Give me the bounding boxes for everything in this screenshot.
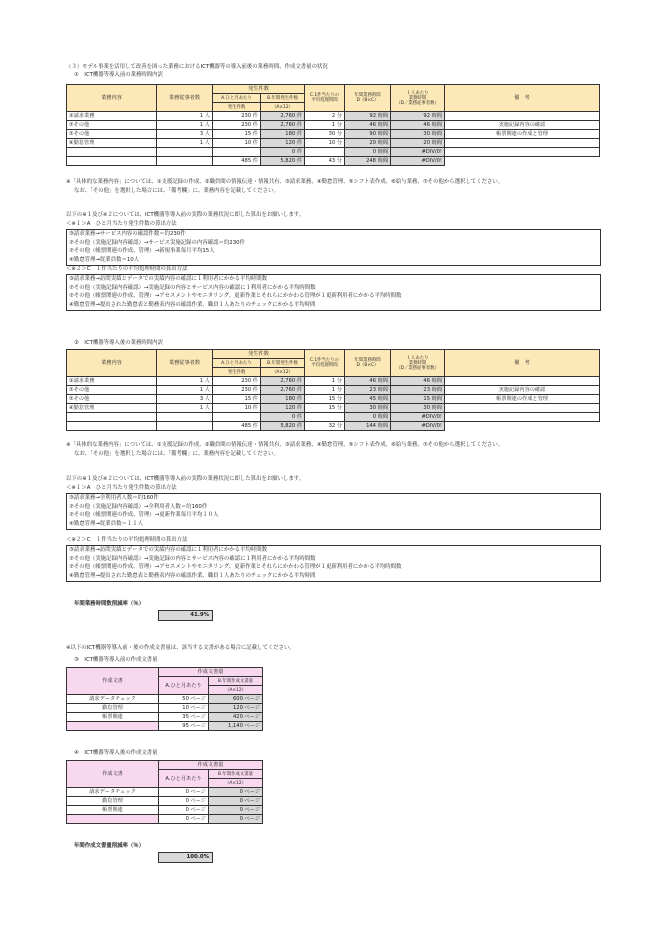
method-line: ⑦その他（実施記録内容確認）→サービス実施記録の内容確認＝約230件 bbox=[69, 239, 245, 246]
sec1-intro: 以下の※１及び※２については、ICT機器等導入前の実際の業務状況に即した算出をお願いします。 bbox=[66, 212, 305, 218]
staff-cell: 1 人 bbox=[157, 139, 213, 148]
total-row bbox=[67, 815, 263, 824]
annual-count-cell: 120 件 bbox=[261, 404, 305, 413]
sec2-m1-title: ＜※１＞A ひと月当たり発生件数の算出方法 bbox=[66, 485, 177, 491]
monthly-count-cell: 230 件 bbox=[213, 377, 261, 386]
total-avg: 43 分 bbox=[305, 157, 345, 166]
staff-cell bbox=[157, 413, 213, 422]
total-annual: 5,820 件 bbox=[261, 157, 305, 166]
h-a1: A.ひと月あたり bbox=[213, 94, 261, 103]
doc-cell: 請求データチェック bbox=[67, 695, 159, 704]
h-e: １人あたり 業務時間 （D／業務従事者数） bbox=[391, 85, 445, 112]
annual-count-cell: 0 件 bbox=[261, 148, 305, 157]
h2-c: C.1件当たりの 平均処理時間 bbox=[305, 350, 345, 377]
total-blank bbox=[67, 422, 157, 431]
total-blank bbox=[67, 157, 157, 166]
method-line: ⑦その他（帳票関連の作成、管理）→新規事業毎月平均15人 bbox=[69, 248, 215, 254]
annual-count-cell: 180 件 bbox=[261, 395, 305, 404]
h3-b2: （A×12） bbox=[209, 686, 263, 695]
annual-hours-cell: 0 時間 bbox=[345, 148, 391, 157]
sec4-table bbox=[66, 760, 263, 824]
doc-note: ※以下のICT機器等導入前・後の作成文書量は、該当する文書がある場合に記載してください。 bbox=[66, 645, 295, 651]
monthly-pages-cell: 0 ページ bbox=[159, 797, 209, 806]
annual-hours-cell: 46 時間 bbox=[345, 377, 391, 386]
h3-vol: 作成文書量 bbox=[159, 668, 263, 677]
monthly-count-cell: 15 件 bbox=[213, 130, 261, 139]
table-row bbox=[67, 704, 263, 713]
avg-time-cell: 2 分 bbox=[305, 112, 345, 121]
task-cell bbox=[67, 413, 157, 422]
avg-time-cell: 10 分 bbox=[305, 139, 345, 148]
doc-cell: 勤怠管理 bbox=[67, 797, 159, 806]
sec4-title: ④ ICT機器等導入後の作成文書量 bbox=[74, 750, 158, 756]
h2-a1: A.ひと月あたり bbox=[213, 359, 261, 368]
staff-cell: 1 人 bbox=[157, 377, 213, 386]
avg-time-cell: 1 分 bbox=[305, 386, 345, 395]
note-cell: 実施記録内容の確認 bbox=[445, 386, 600, 395]
h2-b1: B.年間発生件数 bbox=[261, 359, 305, 368]
annual-count-cell: 0 件 bbox=[261, 413, 305, 422]
sec2-table bbox=[66, 349, 600, 431]
method-line: ④勤怠管理→提出された勤怠表と勤務表内容の確認作業、職員１人あたりのチェックにかかる平均時間 bbox=[69, 301, 316, 308]
avg-time-cell: 15 分 bbox=[305, 395, 345, 404]
per-person-cell: 30 時間 bbox=[391, 130, 445, 139]
sec2-m2-box bbox=[66, 545, 601, 582]
staff-cell bbox=[157, 148, 213, 157]
task-cell: ⑦その他 bbox=[67, 395, 157, 404]
task-cell bbox=[67, 148, 157, 157]
monthly-pages-cell: 0 ページ bbox=[159, 806, 209, 815]
h-a2: 発生件数 bbox=[213, 103, 261, 112]
table-row bbox=[67, 386, 600, 395]
total-blank bbox=[157, 157, 213, 166]
method-line: ③請求業務→全利用者人数＝約160件 bbox=[69, 495, 159, 501]
total-annual-pages: 0 ページ bbox=[209, 815, 263, 824]
annual-pages-cell: 120 ページ bbox=[209, 704, 263, 713]
annual-hours-cell: 90 時間 bbox=[345, 130, 391, 139]
monthly-count-cell bbox=[213, 413, 261, 422]
total-row bbox=[67, 422, 600, 431]
method-line: ⑦その他（帳票関連の作成、管理）→更新作業毎月平均１０人 bbox=[69, 512, 219, 518]
note-cell bbox=[445, 148, 600, 157]
h2-b2: （A×12） bbox=[261, 368, 305, 377]
annual-hours-cell: 92 時間 bbox=[345, 112, 391, 121]
per-person-cell: 20 時間 bbox=[391, 139, 445, 148]
avg-time-cell: 1 分 bbox=[305, 377, 345, 386]
task-cell: ④勤怠管理 bbox=[67, 404, 157, 413]
task-cell: ③請求業務 bbox=[67, 112, 157, 121]
sec3-table bbox=[66, 667, 263, 731]
annual-hours-cell: 0 時間 bbox=[345, 413, 391, 422]
h2-note: 備 考 bbox=[445, 350, 600, 377]
h-b2: （A×12） bbox=[261, 103, 305, 112]
h-staff: 業務従事者数 bbox=[157, 85, 213, 112]
sec3-title: ③ ICT機器等導入前の作成文書量 bbox=[74, 657, 158, 663]
sec1-m1-box bbox=[66, 229, 601, 266]
total-monthly-pages: 0 ページ bbox=[159, 815, 209, 824]
table-row bbox=[67, 377, 600, 386]
h4-a: A.ひと月あたり bbox=[159, 770, 209, 788]
per-person-cell: 23 時間 bbox=[391, 386, 445, 395]
per-person-cell: 30 時間 bbox=[391, 404, 445, 413]
table-row bbox=[67, 404, 600, 413]
h2-a2: 発生件数 bbox=[213, 368, 261, 377]
table-row bbox=[67, 695, 263, 704]
task-cell: ③請求業務 bbox=[67, 377, 157, 386]
footnote-4: なお、「その他」を選択した場合には、「備考欄」に、業務内容を記載してください。 bbox=[74, 451, 279, 457]
monthly-count-cell: 10 件 bbox=[213, 139, 261, 148]
h3-doc: 作成文書 bbox=[67, 668, 159, 695]
table-row bbox=[67, 413, 600, 422]
h2-e: １人あたり 業務時間 （D／業務従事者数） bbox=[391, 350, 445, 377]
avg-time-cell: 15 分 bbox=[305, 404, 345, 413]
total-annual: 5,820 件 bbox=[261, 422, 305, 431]
doc-cell: 帳票関連 bbox=[67, 806, 159, 815]
doc-cell: 勤怠管理 bbox=[67, 704, 159, 713]
table-row bbox=[67, 139, 600, 148]
total-blank bbox=[67, 722, 159, 731]
h2-occ: 発生件数 bbox=[213, 350, 305, 359]
h4-b2: （A×12） bbox=[209, 779, 263, 788]
monthly-pages-cell: 10 ページ bbox=[159, 704, 209, 713]
rate1-value: 41.9% bbox=[158, 610, 213, 621]
annual-count-cell: 2,760 件 bbox=[261, 386, 305, 395]
annual-hours-cell: 45 時間 bbox=[345, 395, 391, 404]
table-row bbox=[67, 788, 263, 797]
note-cell: 帳票関連の作成と管理 bbox=[445, 130, 600, 139]
rate1-label: 年間業務時間数削減率（％） bbox=[74, 601, 145, 607]
sec1-m2-title: ＜※２＞C １件当たりの平均処理時間の算出方法 bbox=[66, 266, 188, 272]
annual-count-cell: 2,760 件 bbox=[261, 377, 305, 386]
per-person-cell: 15 時間 bbox=[391, 395, 445, 404]
doc-cell: 帳票関連 bbox=[67, 713, 159, 722]
task-cell: ⑦その他 bbox=[67, 386, 157, 395]
note-cell bbox=[445, 377, 600, 386]
avg-time-cell: 30 分 bbox=[305, 130, 345, 139]
per-person-cell: 46 時間 bbox=[391, 377, 445, 386]
total-row bbox=[67, 157, 600, 166]
h2-d: 年間業務時間 D（B×C） bbox=[345, 350, 391, 377]
staff-cell: 1 人 bbox=[157, 121, 213, 130]
annual-pages-cell: 0 ページ bbox=[209, 806, 263, 815]
annual-count-cell: 120 件 bbox=[261, 139, 305, 148]
annual-hours-cell: 46 時間 bbox=[345, 121, 391, 130]
annual-pages-cell: 600 ページ bbox=[209, 695, 263, 704]
sec2-title: ② ICT機器等導入後の業務時間内訳 bbox=[74, 340, 163, 346]
monthly-count-cell: 230 件 bbox=[213, 386, 261, 395]
annual-count-cell: 2,760 件 bbox=[261, 112, 305, 121]
per-person-cell: #DIV/0! bbox=[391, 148, 445, 157]
doc-cell: 請求データチェック bbox=[67, 788, 159, 797]
annual-pages-cell: 420 ページ bbox=[209, 713, 263, 722]
sec2-m2-title: ＜※２＞C １件当たりの平均処理時間の算出方法 bbox=[66, 537, 188, 543]
annual-hours-cell: 20 時間 bbox=[345, 139, 391, 148]
table-row bbox=[67, 121, 600, 130]
total-annual-pages: 1,140 ページ bbox=[209, 722, 263, 731]
note-cell bbox=[445, 112, 600, 121]
total-blank bbox=[445, 157, 600, 166]
h4-vol: 作成文書量 bbox=[159, 761, 263, 770]
staff-cell: 1 人 bbox=[157, 112, 213, 121]
note-cell bbox=[445, 139, 600, 148]
sec2-m1-box bbox=[66, 493, 601, 530]
h-b1: B.年間発生件数 bbox=[261, 94, 305, 103]
h3-b1: B.年間作成文書量 bbox=[209, 677, 263, 686]
task-cell: ⑦その他 bbox=[67, 121, 157, 130]
staff-cell: 3 人 bbox=[157, 395, 213, 404]
table-row bbox=[67, 806, 263, 815]
monthly-count-cell bbox=[213, 148, 261, 157]
sec1-m1-title: ＜※１＞A ひと月当たり発生件数の算出方法 bbox=[66, 221, 177, 227]
table-row bbox=[67, 148, 600, 157]
total-hours: 248 時間 bbox=[345, 157, 391, 166]
method-line: ③請求業務→サービス内容の確認件数＝約230件 bbox=[69, 231, 186, 237]
table-row bbox=[67, 395, 600, 404]
table-row bbox=[67, 713, 263, 722]
method-line: ③請求業務→訪問実績とデータでの実績内容の確認に１利用者にかかる平均時間数 bbox=[69, 547, 268, 553]
note-cell bbox=[445, 413, 600, 422]
method-line: ③請求業務→訪問実績とデータでの実績内容の確認に１利用者にかかる平均時間数 bbox=[69, 276, 268, 282]
monthly-pages-cell: 50 ページ bbox=[159, 695, 209, 704]
method-line: ④勤怠管理→提出された勤怠表と勤務表内容の確認作業、職員１人あたりのチェックにかかる平均時間 bbox=[69, 572, 316, 579]
method-line: ⑦その他（帳票関連の作成、管理）→アセスメントやモニタリング、更新作業とそれらにかかわる管理が１更新利用者にかかる平均時間数 bbox=[69, 293, 402, 299]
table-row bbox=[67, 130, 600, 139]
staff-cell: 1 人 bbox=[157, 404, 213, 413]
total-per-person: #DIV/0! bbox=[391, 157, 445, 166]
method-line: ⑦その他（実施記録内容確認）→全利用者人数＝約160件 bbox=[69, 503, 208, 510]
task-cell: ④勤怠管理 bbox=[67, 139, 157, 148]
total-blank bbox=[157, 422, 213, 431]
staff-cell: 1 人 bbox=[157, 386, 213, 395]
footnote-2: なお、「その他」を選択した場合には、「備考欄」に、業務内容を記載してください。 bbox=[74, 188, 279, 194]
staff-cell: 3 人 bbox=[157, 130, 213, 139]
annual-hours-cell: 30 時間 bbox=[345, 404, 391, 413]
annual-pages-cell: 0 ページ bbox=[209, 788, 263, 797]
total-blank bbox=[67, 815, 159, 824]
per-person-cell: 46 時間 bbox=[391, 121, 445, 130]
total-hours: 144 時間 bbox=[345, 422, 391, 431]
note-cell bbox=[445, 404, 600, 413]
method-line: ⑦その他（帳票関連の作成、管理）→アセスメントやモニタリング、更新作業とそれらにかかわる管理が１更新利用者にかかる平均時間数 bbox=[69, 564, 402, 570]
h-c: C.1件当たりの 平均処理時間 bbox=[305, 85, 345, 112]
monthly-pages-cell: 35 ページ bbox=[159, 713, 209, 722]
sec1-table bbox=[66, 84, 600, 166]
annual-hours-cell: 23 時間 bbox=[345, 386, 391, 395]
monthly-pages-cell: 0 ページ bbox=[159, 788, 209, 797]
h4-doc: 作成文書 bbox=[67, 761, 159, 788]
per-person-cell: #DIV/0! bbox=[391, 413, 445, 422]
footnote-1: ※「具体的な業務内容」については、①支援記録の作成、②職員間の情報伝達・情報共有、③請求業務、④勤怠管理、⑤シフト表作成、⑥給与業務、⑦その他から選択してください。 bbox=[66, 179, 504, 185]
annual-count-cell: 2,760 件 bbox=[261, 121, 305, 130]
monthly-count-cell: 10 件 bbox=[213, 404, 261, 413]
total-monthly: 485 件 bbox=[213, 157, 261, 166]
monthly-count-cell: 15 件 bbox=[213, 395, 261, 404]
h-task: 業務内容 bbox=[67, 85, 157, 112]
per-person-cell: 92 時間 bbox=[391, 112, 445, 121]
avg-time-cell bbox=[305, 413, 345, 422]
note-cell: 帳票関連の作成と管理 bbox=[445, 395, 600, 404]
annual-count-cell: 180 件 bbox=[261, 130, 305, 139]
total-per-person: #DIV/0! bbox=[391, 422, 445, 431]
table-row bbox=[67, 112, 600, 121]
section-title: （３）モデル事業を活用して改善を図った業務におけるICT機器等の導入前後の業務時間、作成文書量の状況 bbox=[66, 64, 328, 70]
avg-time-cell: 1 分 bbox=[305, 121, 345, 130]
h-d: 年間業務時間 D（B×C） bbox=[345, 85, 391, 112]
monthly-count-cell: 230 件 bbox=[213, 121, 261, 130]
note-cell: 実施記録内容の確認 bbox=[445, 121, 600, 130]
method-line: ④勤怠管理→従業員数＝１１人 bbox=[69, 520, 144, 527]
total-monthly: 485 件 bbox=[213, 422, 261, 431]
monthly-count-cell: 230 件 bbox=[213, 112, 261, 121]
total-blank bbox=[445, 422, 600, 431]
sec2-intro: 以下の※１及び※２については、ICT機器等導入前の実際の業務状況に即した算出をお願いします。 bbox=[66, 476, 305, 482]
h2-task: 業務内容 bbox=[67, 350, 157, 377]
total-avg: 32 分 bbox=[305, 422, 345, 431]
rate2-label: 年間作成文書量削減率（％） bbox=[74, 843, 145, 849]
task-cell: ⑦その他 bbox=[67, 130, 157, 139]
sec1-title: ① ICT機器等導入前の業務時間内訳 bbox=[74, 72, 163, 78]
method-line: ⑦その他（実施記録内容確認）→実施記録の内容とサービス内容の確認に１利用者にかかる平均時間数 bbox=[69, 284, 316, 291]
method-line: ④勤怠管理→従業員数＝10人 bbox=[69, 256, 140, 263]
h4-b1: B.年間作成文書量 bbox=[209, 770, 263, 779]
h3-a: A.ひと月あたり bbox=[159, 677, 209, 695]
h2-staff: 業務従事者数 bbox=[157, 350, 213, 377]
total-monthly-pages: 95 ページ bbox=[159, 722, 209, 731]
h-note: 備 考 bbox=[445, 85, 600, 112]
footnote-3: ※「具体的な業務内容」については、①支援記録の作成、②職員間の情報伝達・情報共有、③請求業務、④勤怠管理、⑤シフト表作成、⑥給与業務、⑦その他から選択してください。 bbox=[66, 442, 504, 448]
h-occ: 発生件数 bbox=[213, 85, 305, 94]
sec1-m2-box bbox=[66, 274, 601, 311]
total-row bbox=[67, 722, 263, 731]
avg-time-cell bbox=[305, 148, 345, 157]
annual-pages-cell: 0 ページ bbox=[209, 797, 263, 806]
method-line: ⑦その他（実施記録内容確認）→実施記録の内容とサービス内容の確認に１利用者にかかる平均時間数 bbox=[69, 555, 316, 562]
rate2-value: 100.0% bbox=[158, 852, 213, 863]
table-row bbox=[67, 797, 263, 806]
